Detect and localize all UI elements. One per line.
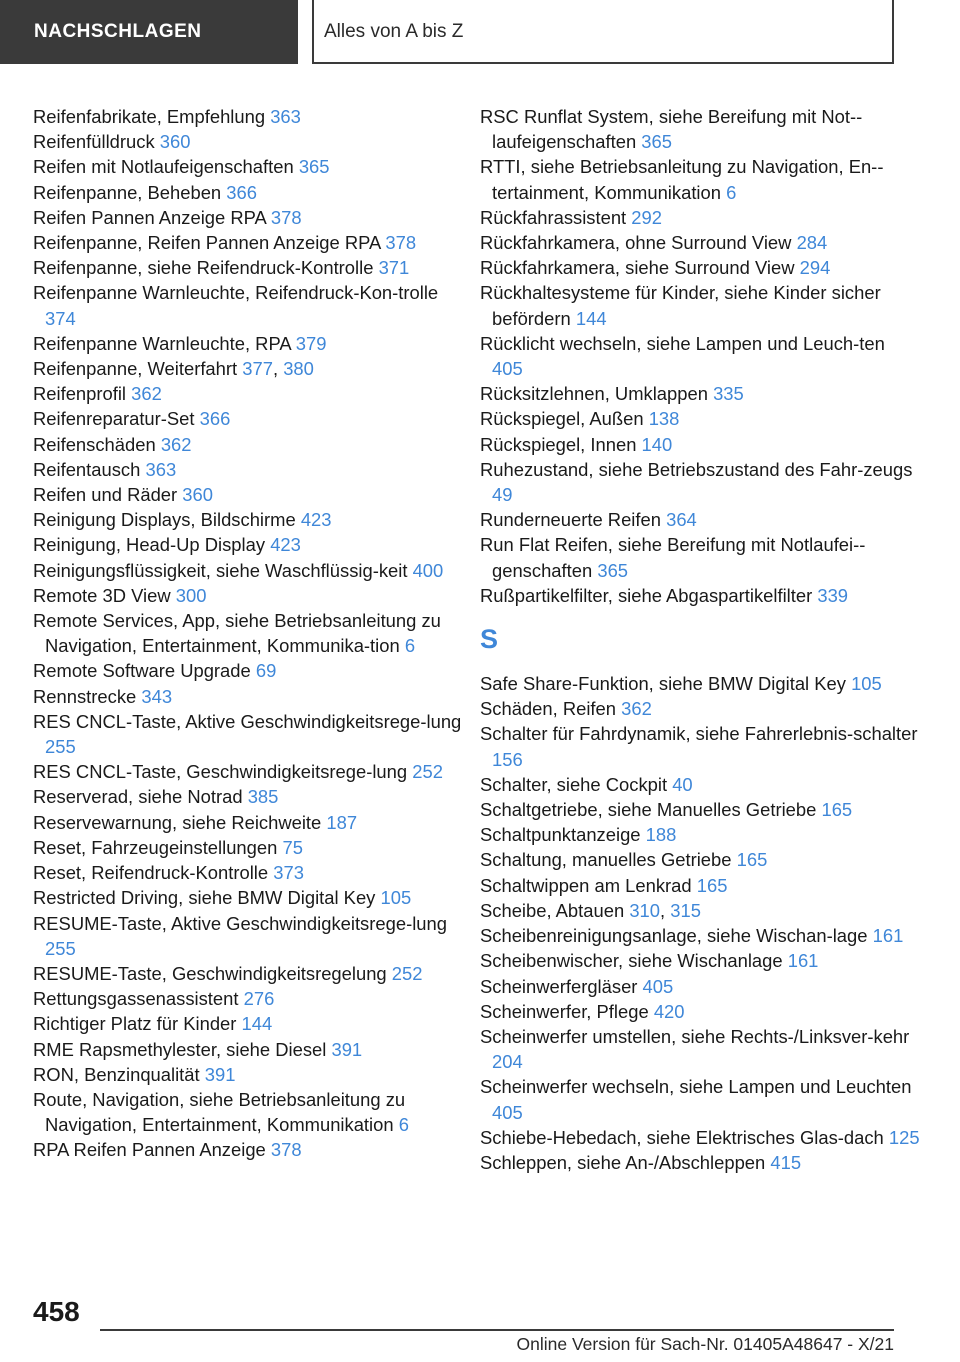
page-reference-link[interactable]: 423	[270, 534, 301, 556]
index-term: Scheinwerfer umstellen, siehe Rechts-/Linksver-kehr	[480, 1025, 910, 1047]
page-reference-link[interactable]: 415	[770, 1151, 802, 1173]
page-reference-link[interactable]: 255	[45, 937, 76, 959]
index-entry	[33, 482, 463, 507]
index-term: Reinigung Displays, Bildschirme	[33, 509, 296, 531]
page-reference-link[interactable]: 300	[175, 584, 207, 606]
index-entry	[480, 406, 920, 431]
index-term: Safe Share-Funktion, siehe BMW Digital Key	[480, 673, 846, 695]
index-term: Schalter für Fahrdynamik, siehe Fahrerlebnis-schalter	[480, 723, 918, 745]
index-entry	[480, 999, 920, 1024]
page-reference-link[interactable]: 362	[131, 383, 162, 405]
index-entry	[33, 860, 463, 885]
index-entry	[33, 532, 463, 557]
index-entry	[33, 911, 463, 961]
index-term: Schaltpunktanzeige	[480, 824, 641, 846]
index-entry	[480, 1125, 920, 1150]
index-entry	[480, 432, 920, 457]
footer-version: Online Version für Sach-Nr. 01405A48647 - X/21	[516, 1334, 894, 1354]
page-reference-link[interactable]: 366	[199, 408, 231, 430]
index-term: Run Flat Reifen, siehe Bereifung mit Notlaufei-genschaften	[480, 534, 866, 581]
index-term: Scheibenreinigungsanlage, siehe Wischan-lage	[480, 925, 868, 947]
page-reference-link[interactable]: 364	[666, 509, 697, 531]
index-entry	[33, 154, 463, 179]
page-reference-link[interactable]: 40	[672, 773, 693, 795]
page-reference-link[interactable]: 125	[888, 1126, 920, 1148]
page-reference-link[interactable]: 335	[713, 383, 744, 405]
page-reference-link[interactable]: 49	[492, 484, 513, 506]
index-term: Schaltwippen am Lenkrad	[480, 874, 692, 896]
index-entry	[480, 532, 920, 582]
page-reference-link[interactable]: 165	[821, 799, 853, 821]
index-entry	[33, 810, 463, 835]
index-entry	[480, 721, 920, 771]
index-term: Reserverad, siehe Notrad	[33, 786, 243, 808]
page-reference-link[interactable]: 405	[492, 1101, 523, 1123]
index-term: Reifenfabrikate, Empfehlung	[33, 106, 266, 127]
index-entry	[480, 948, 920, 973]
index-entry	[480, 381, 920, 406]
page-reference-link[interactable]: 255	[45, 736, 76, 758]
index-entry: Reifenpanne, Weiterfahrt 377, 380	[33, 358, 314, 380]
index-term: Rückspiegel, Außen	[480, 408, 644, 430]
page-reference-link[interactable]: 380	[283, 358, 314, 380]
index-entry	[480, 696, 920, 721]
page-reference-link[interactable]: 188	[645, 824, 677, 846]
index-entry	[480, 104, 920, 154]
index-term: Route, Navigation, siehe Betriebsanleitung zu Navigation, Entertainment, Kommunikation	[33, 1088, 406, 1136]
index-entry	[33, 558, 463, 583]
index-entry	[480, 797, 920, 822]
index-term: Reset, Reifendruck-Kontrolle	[33, 862, 269, 884]
index-group-r	[480, 104, 920, 608]
index-term: Restricted Driving, siehe BMW Digital Key	[33, 887, 376, 909]
page-reference-link[interactable]: 138	[648, 408, 680, 430]
index-term: Ruhezustand, siehe Betriebszustand des Fahr-zeugs	[480, 458, 913, 480]
page-reference-link[interactable]: 161	[787, 950, 819, 972]
page-reference-link[interactable]: 144	[241, 1013, 273, 1035]
page-reference-link[interactable]: 204	[492, 1051, 523, 1073]
page-reference-link[interactable]: 378	[270, 206, 302, 228]
index-entry	[480, 230, 920, 255]
page-reference-link[interactable]: 371	[378, 257, 410, 279]
index-term: Remote 3D View	[33, 584, 171, 606]
index-term: Reifenprofil	[33, 383, 127, 405]
page-reference-link[interactable]: 391	[331, 1038, 363, 1060]
index-entry	[33, 658, 463, 683]
page-reference-link[interactable]: 310	[629, 899, 660, 921]
index-term: RES CNCL-Taste, Aktive Geschwindigkeitsrege-lung	[33, 710, 462, 732]
page-reference-link[interactable]: 315	[670, 899, 701, 921]
page-reference-link[interactable]: 292	[631, 206, 662, 228]
index-term: Reifenpanne, siehe Reifendruck-Kontrolle	[33, 257, 374, 279]
index-entry	[33, 961, 463, 986]
index-group-s	[480, 671, 920, 1175]
page-number: 458	[33, 1296, 80, 1327]
index-entry	[33, 986, 463, 1011]
index-entry	[480, 873, 920, 898]
index-entry	[480, 671, 920, 696]
index-term: Reifen und Räder	[33, 484, 178, 506]
index-term: Reset, Fahrzeugeinstellungen	[33, 836, 278, 858]
page-reference-link[interactable]: 75	[282, 836, 303, 858]
page-reference-link[interactable]: 187	[326, 811, 358, 833]
index-term: Reifenschäden	[33, 433, 156, 455]
index-term: Reifen Pannen Anzeige RPA	[33, 206, 266, 228]
index-entry	[33, 205, 463, 230]
index-term: Schalter, siehe Cockpit	[480, 773, 668, 795]
page-reference-link[interactable]: 161	[872, 925, 904, 947]
index-entry	[33, 104, 463, 129]
section-label: NACHSCHLAGEN	[0, 0, 298, 64]
page-reference-link[interactable]: 360	[182, 484, 213, 506]
index-term: RPA Reifen Pannen Anzeige	[33, 1139, 266, 1161]
index-entry	[33, 759, 463, 784]
page-reference-link[interactable]: 400	[412, 559, 444, 581]
index-entry	[33, 835, 463, 860]
index-entry	[33, 684, 463, 709]
index-term: Rückspiegel, Innen	[480, 433, 637, 455]
page-reference-link[interactable]: 391	[204, 1063, 236, 1085]
page-reference-link[interactable]: 378	[385, 232, 417, 254]
page-reference-link[interactable]: 156	[492, 748, 523, 770]
index-entry	[480, 1074, 920, 1124]
page-reference-link[interactable]: 385	[247, 786, 279, 808]
index-term: Reifenpanne, Reifen Pannen Anzeige RPA	[33, 232, 381, 254]
page-reference-link[interactable]: 6	[398, 1114, 409, 1136]
page-reference-link[interactable]: 363	[145, 458, 177, 480]
index-entry	[33, 885, 463, 910]
index-entry	[33, 784, 463, 809]
index-entry	[480, 507, 920, 532]
index-term: Richtiger Platz für Kinder	[33, 1013, 237, 1035]
page-reference-link[interactable]: 105	[380, 887, 412, 909]
page-reference-link[interactable]: 377	[242, 358, 273, 380]
index-term: Reifen mit Notlaufeigenschaften	[33, 156, 294, 178]
index-term: RSC Runflat System, siehe Bereifung mit Not-laufeigenschaften	[480, 106, 863, 153]
index-term: Reifenpanne, Beheben	[33, 181, 222, 203]
page-reference-link[interactable]: 69	[255, 660, 277, 682]
index-term: RESUME-Taste, Geschwindigkeitsregelung	[33, 962, 387, 984]
index-term: Reifenpanne Warnleuchte, Reifendruck-Kon-trolle	[33, 282, 439, 304]
page-reference-link[interactable]: 165	[736, 849, 768, 871]
index-entry	[480, 331, 920, 381]
index-term: Reifenreparatur-Set	[33, 408, 195, 430]
index-term: Schiebe-Hebedach, siehe Elektrisches Glas-dach	[480, 1126, 884, 1148]
index-term: Reifentausch	[33, 458, 141, 480]
index-term: Reifenpanne, Weiterfahrt	[33, 358, 238, 380]
index-term: Rückfahrkamera, siehe Surround View	[480, 257, 795, 279]
index-entry	[33, 1011, 463, 1036]
page-reference-link[interactable]: 405	[492, 358, 523, 380]
index-entry: Scheibe, Abtauen 310, 315	[480, 899, 701, 921]
page-reference-link[interactable]: 366	[226, 181, 257, 203]
index-term: RES CNCL-Taste, Geschwindigkeitsrege-lung	[33, 761, 408, 783]
index-entry	[33, 583, 463, 608]
index-term: RTTI, siehe Betriebsanleitung zu Navigation, En-tertainment, Kommunikation	[480, 156, 884, 203]
index-entry	[33, 507, 463, 532]
index-term: RME Rapsmethylester, siehe Diesel	[33, 1038, 327, 1060]
index-term: Rettungsgassenassistent	[33, 988, 239, 1010]
index-entry	[33, 381, 463, 406]
index-term: Remote Services, App, siehe Betriebsanleitung zu Navigation, Entertainment, Kommunika-tion	[33, 610, 441, 657]
index-term: Reinigung, Head-Up Display	[33, 534, 266, 556]
index-term: Reifenpanne Warnleuchte, RPA	[33, 332, 291, 354]
index-column-left	[33, 104, 463, 1163]
index-entry	[480, 772, 920, 797]
page-reference-link[interactable]: 379	[295, 332, 327, 354]
index-term: Rückhaltesysteme für Kinder, siehe Kinder sicher befördern	[480, 282, 881, 329]
section-letter-s: S	[480, 624, 499, 655]
index-term: Rennstrecke	[33, 685, 137, 707]
index-entry	[33, 331, 463, 356]
index-entry	[480, 154, 920, 204]
page-reference-link[interactable]: 294	[799, 257, 831, 279]
page-reference-link[interactable]: 365	[298, 156, 330, 178]
index-entry	[33, 608, 463, 658]
index-entry	[33, 432, 463, 457]
index-entry	[480, 923, 920, 948]
index-term: Remote Software Upgrade	[33, 660, 251, 682]
page-reference-link[interactable]: 276	[243, 988, 275, 1010]
page-reference-link[interactable]: 284	[796, 232, 828, 254]
page-reference-link[interactable]: 378	[270, 1139, 302, 1161]
index-term: Schleppen, siehe An-/Abschleppen	[480, 1151, 766, 1173]
index-term: Rückfahrassistent	[480, 206, 627, 228]
index-term: Rücklicht wechseln, siehe Lampen und Leuch-ten	[480, 332, 885, 354]
index-entry	[33, 1137, 463, 1162]
page-reference-link[interactable]: 343	[141, 685, 173, 707]
page-reference-link[interactable]: 373	[273, 862, 304, 884]
index-term: Runderneuerte Reifen	[480, 509, 661, 531]
index-entry	[33, 255, 463, 280]
index-term: Scheibenwischer, siehe Wischanlage	[480, 950, 783, 972]
index-entry	[33, 457, 463, 482]
page-reference-link[interactable]: 362	[160, 433, 192, 455]
index-term: Rücksitzlehnen, Umklappen	[480, 383, 708, 405]
page-reference-link[interactable]: 423	[300, 509, 332, 531]
index-term: Scheinwerfer wechseln, siehe Lampen und Leuchten	[480, 1076, 912, 1098]
index-term: RON, Benzinqualität	[33, 1063, 200, 1085]
page-reference-link[interactable]: 365	[641, 131, 672, 153]
index-term: Schäden, Reifen	[480, 698, 616, 720]
index-entry	[480, 457, 920, 507]
page-title: Alles von A bis Z	[312, 0, 894, 64]
page-reference-link[interactable]: 360	[159, 131, 191, 153]
index-entry	[33, 406, 463, 431]
page-reference-link[interactable]: 165	[696, 874, 728, 896]
page-reference-link[interactable]: 339	[817, 584, 849, 606]
index-entry	[480, 205, 920, 230]
page-reference-link[interactable]: 374	[45, 307, 76, 329]
page-reference-link[interactable]: 105	[851, 673, 882, 695]
index-entry	[480, 1150, 920, 1175]
index-term: Scheinwerfergläser	[480, 975, 638, 997]
index-term: Scheibe, Abtauen	[480, 899, 625, 921]
index-term: Reinigungsflüssigkeit, siehe Waschflüssig-keit	[33, 559, 408, 581]
index-entry	[33, 709, 463, 759]
index-entry	[33, 280, 463, 330]
index-term: Rückfahrkamera, ohne Surround View	[480, 232, 792, 254]
index-term: Schaltung, manuelles Getriebe	[480, 849, 732, 871]
index-entry	[33, 230, 463, 255]
page-reference-link[interactable]: 252	[391, 962, 423, 984]
index-term: Scheinwerfer, Pflege	[480, 1000, 649, 1022]
page-reference-link[interactable]: 144	[575, 307, 607, 329]
page-reference-link[interactable]: 6	[404, 635, 416, 657]
index-term: RESUME-Taste, Aktive Geschwindigkeitsrege-lung	[33, 912, 447, 934]
page-reference-link[interactable]: 362	[621, 698, 652, 720]
index-entry	[480, 280, 920, 330]
index-term: Reservewarnung, siehe Reichweite	[33, 811, 322, 833]
page-reference-link[interactable]: 252	[412, 761, 443, 783]
index-entry	[480, 822, 920, 847]
page-reference-link[interactable]: 420	[653, 1000, 685, 1022]
index-entry	[480, 974, 920, 999]
index-entry	[480, 1024, 920, 1074]
page-reference-link[interactable]: 6	[726, 181, 737, 203]
index-entry	[33, 1087, 463, 1137]
index-term: Rußpartikelfilter, siehe Abgaspartikelfilter	[480, 584, 813, 606]
index-entry	[480, 847, 920, 872]
index-term: Schaltgetriebe, siehe Manuelles Getriebe	[480, 799, 817, 821]
index-term: Reifenfülldruck	[33, 131, 155, 153]
index-entry	[480, 583, 920, 608]
index-column-right	[480, 104, 920, 1175]
index-entry	[33, 1062, 463, 1087]
index-entry	[480, 255, 920, 280]
index-entry	[33, 180, 463, 205]
page-reference-link[interactable]: 363	[270, 106, 301, 127]
page-reference-link[interactable]: 365	[597, 559, 629, 581]
page-reference-link[interactable]: 140	[641, 433, 673, 455]
index-entry	[33, 129, 463, 154]
page-reference-link[interactable]: 405	[642, 975, 674, 997]
index-entry	[33, 1037, 463, 1062]
